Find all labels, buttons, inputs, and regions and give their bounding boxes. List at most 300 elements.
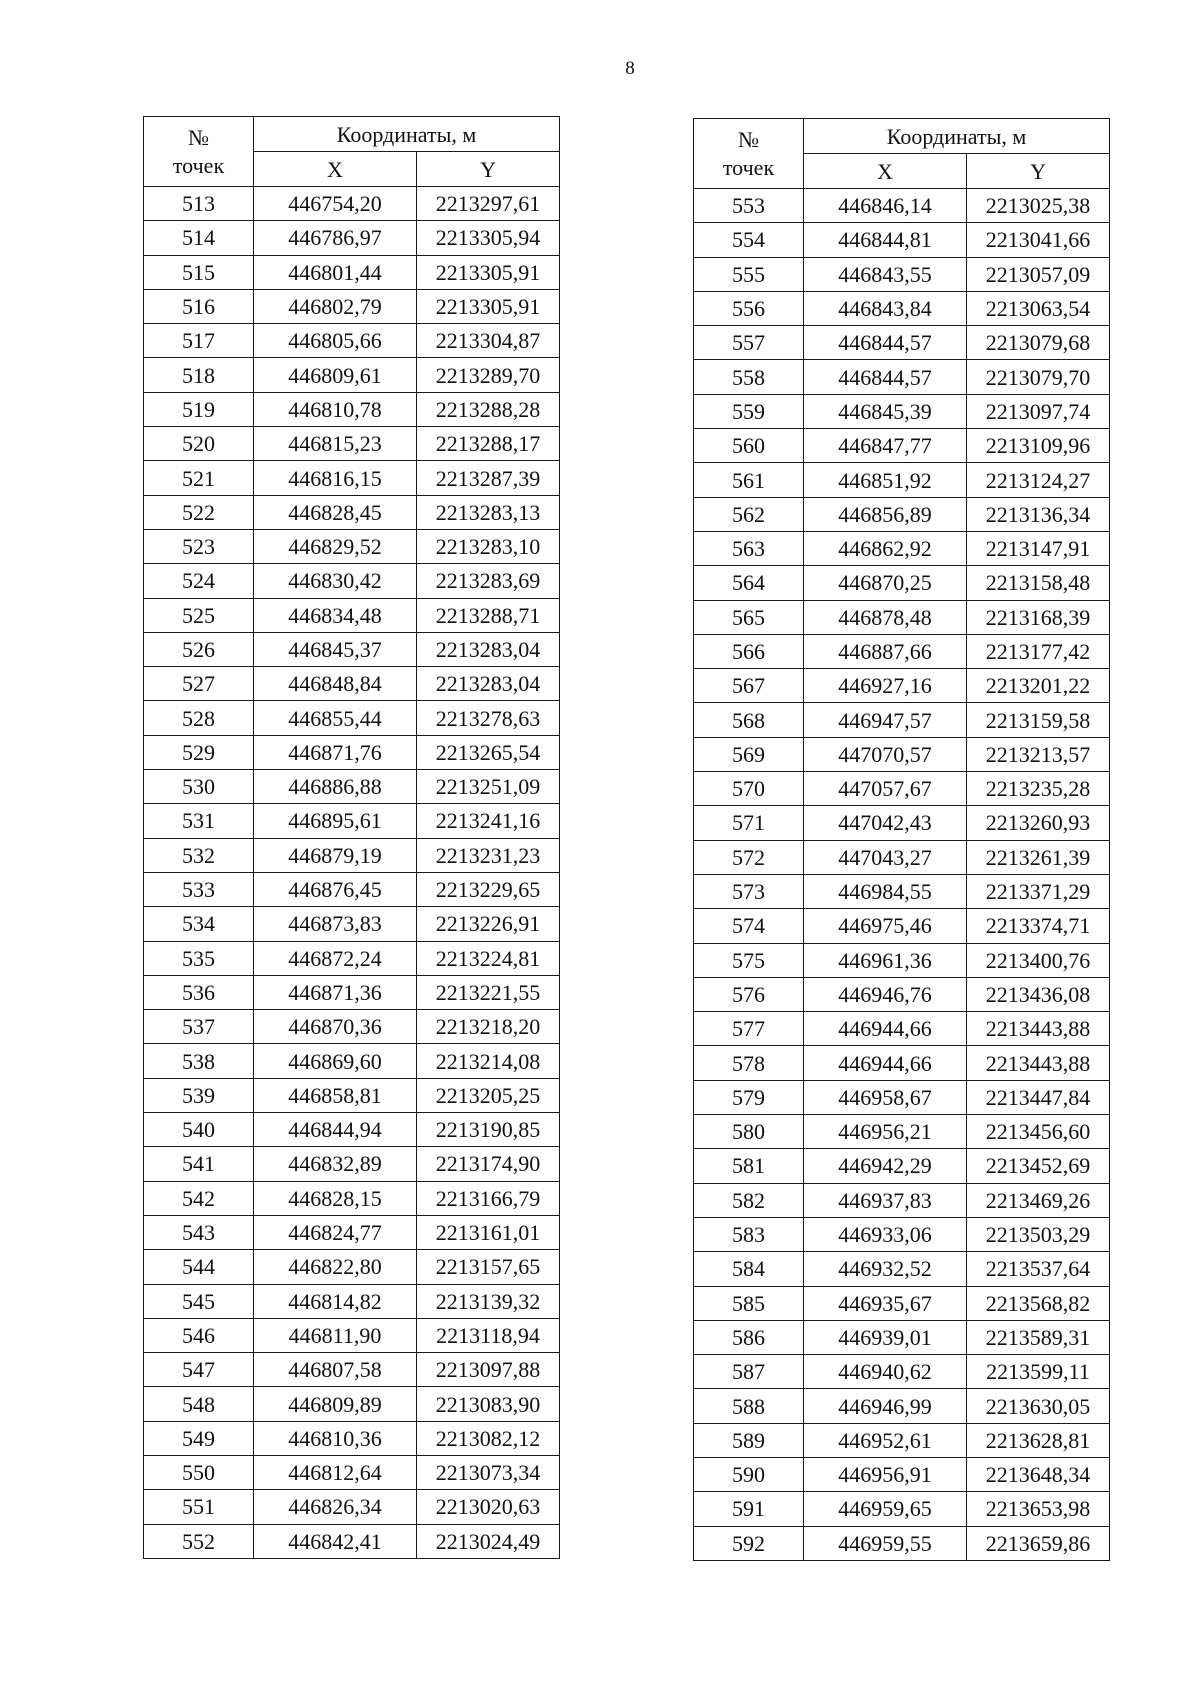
y-coordinate-cell: 2213159,58 [967,703,1110,737]
point-number-cell: 518 [144,358,254,392]
coordinates-header: Координаты, м [254,117,560,152]
point-number-cell: 546 [144,1318,254,1352]
x-coordinate-cell: 446958,67 [804,1080,967,1114]
y-coordinate-cell: 2213136,34 [967,497,1110,531]
y-coordinate-cell: 2213260,93 [967,806,1110,840]
table-row [694,497,1110,531]
table-row [144,667,560,701]
table-row [144,564,560,598]
y-coordinate-cell: 2213177,42 [967,634,1110,668]
table-row [144,461,560,495]
point-number-cell: 575 [694,943,804,977]
table-row [694,566,1110,600]
number-sign: № [188,124,209,150]
point-number-cell: 543 [144,1215,254,1249]
number-sign: № [738,126,759,152]
y-column-header: Y [967,154,1110,189]
table-row [694,1149,1110,1183]
table-row [144,941,560,975]
y-coordinate-cell: 2213079,70 [967,360,1110,394]
point-number-cell: 577 [694,1012,804,1046]
point-number-cell: 531 [144,804,254,838]
point-number-cell: 519 [144,392,254,426]
x-coordinate-cell: 446843,55 [804,257,967,291]
y-coordinate-cell: 2213041,66 [967,223,1110,257]
x-coordinate-cell: 446848,84 [254,667,417,701]
x-coordinate-cell: 446870,25 [804,566,967,600]
y-coordinate-cell: 2213168,39 [967,600,1110,634]
y-coordinate-cell: 2213278,63 [417,701,560,735]
y-coordinate-cell: 2213229,65 [417,872,560,906]
table-row [144,1455,560,1489]
y-coordinate-cell: 2213297,61 [417,187,560,221]
point-number-cell: 538 [144,1044,254,1078]
x-coordinate-cell: 446814,82 [254,1284,417,1318]
x-coordinate-cell: 446956,91 [804,1457,967,1491]
point-number-cell: 559 [694,394,804,428]
table-row [694,634,1110,668]
table-row [144,735,560,769]
x-coordinate-cell: 446933,06 [804,1217,967,1251]
point-number-cell: 570 [694,772,804,806]
table-row [694,1355,1110,1389]
table-row [694,394,1110,428]
table-row [694,600,1110,634]
table-row [694,531,1110,565]
y-coordinate-cell: 2213305,91 [417,289,560,323]
y-coordinate-cell: 2213283,04 [417,667,560,701]
y-coordinate-cell: 2213205,25 [417,1078,560,1112]
x-coordinate-cell: 446869,60 [254,1044,417,1078]
coordinates-table-right [693,118,1110,1561]
point-number-cell: 533 [144,872,254,906]
point-number-cell: 545 [144,1284,254,1318]
x-coordinate-cell: 447070,57 [804,737,967,771]
y-coordinate-cell: 2213283,10 [417,529,560,563]
x-coordinate-cell: 446886,88 [254,770,417,804]
point-number-cell: 588 [694,1389,804,1423]
x-coordinate-cell: 446855,44 [254,701,417,735]
table-row [144,1078,560,1112]
table-row [694,1286,1110,1320]
point-number-cell: 540 [144,1113,254,1147]
table-row [694,360,1110,394]
table-row [144,1181,560,1215]
y-coordinate-cell: 2213218,20 [417,1010,560,1044]
y-coordinate-cell: 2213166,79 [417,1181,560,1215]
y-coordinate-cell: 2213124,27 [967,463,1110,497]
y-coordinate-cell: 2213174,90 [417,1147,560,1181]
point-number-cell: 534 [144,907,254,941]
table-row [694,703,1110,737]
y-coordinate-cell: 2213224,81 [417,941,560,975]
y-coordinate-cell: 2213161,01 [417,1215,560,1249]
table-row [694,223,1110,257]
x-coordinate-cell: 446834,48 [254,598,417,632]
x-coordinate-cell: 446828,15 [254,1181,417,1215]
x-coordinate-cell: 446844,94 [254,1113,417,1147]
x-coordinate-cell: 446932,52 [804,1252,967,1286]
x-coordinate-cell: 446872,24 [254,941,417,975]
x-coordinate-cell: 446858,81 [254,1078,417,1112]
point-number-cell: 549 [144,1421,254,1455]
y-coordinate-cell: 2213288,17 [417,427,560,461]
x-coordinate-cell: 446947,57 [804,703,967,737]
y-coordinate-cell: 2213287,39 [417,461,560,495]
table-row [144,770,560,804]
x-coordinate-cell: 446975,46 [804,909,967,943]
x-coordinate-cell: 446844,57 [804,326,967,360]
x-coordinate-cell: 446846,14 [804,189,967,223]
point-number-cell: 526 [144,632,254,666]
point-number-cell: 522 [144,495,254,529]
point-number-cell: 576 [694,977,804,1011]
y-coordinate-cell: 2213109,96 [967,429,1110,463]
y-coordinate-cell: 2213097,88 [417,1353,560,1387]
y-coordinate-cell: 2213436,08 [967,977,1110,1011]
coordinates-header: Координаты, м [804,119,1110,154]
x-coordinate-cell: 446927,16 [804,669,967,703]
x-coordinate-cell: 446887,66 [804,634,967,668]
table-row [694,429,1110,463]
y-coordinate-cell: 2213241,16 [417,804,560,838]
y-coordinate-cell: 2213261,39 [967,840,1110,874]
x-coordinate-cell: 446876,45 [254,872,417,906]
point-number-cell: 521 [144,461,254,495]
table-row [694,943,1110,977]
table-row [694,874,1110,908]
table-row [144,804,560,838]
table-row [694,189,1110,223]
point-number-cell: 535 [144,941,254,975]
point-number-cell: 578 [694,1046,804,1080]
point-number-cell: 572 [694,840,804,874]
x-coordinate-cell: 446809,61 [254,358,417,392]
y-coordinate-cell: 2213082,12 [417,1421,560,1455]
x-coordinate-cell: 447057,67 [804,772,967,806]
x-coordinate-cell: 446952,61 [804,1423,967,1457]
y-coordinate-cell: 2213305,91 [417,255,560,289]
point-number-cell: 558 [694,360,804,394]
y-coordinate-cell: 2213447,84 [967,1080,1110,1114]
x-coordinate-cell: 447043,27 [804,840,967,874]
table-row [144,975,560,1009]
point-number-cell: 544 [144,1250,254,1284]
y-coordinate-cell: 2213599,11 [967,1355,1110,1389]
point-number-cell: 584 [694,1252,804,1286]
x-coordinate-cell: 446828,45 [254,495,417,529]
y-coordinate-cell: 2213118,94 [417,1318,560,1352]
table-row [694,1389,1110,1423]
table-row [694,1492,1110,1526]
y-coordinate-cell: 2213443,88 [967,1046,1110,1080]
table-row [144,632,560,666]
y-coordinate-cell: 2213659,86 [967,1526,1110,1560]
point-number-cell: 523 [144,529,254,563]
point-number-cell: 591 [694,1492,804,1526]
table-row [694,463,1110,497]
y-coordinate-cell: 2213251,09 [417,770,560,804]
table-row [694,1526,1110,1560]
y-coordinate-cell: 2213374,71 [967,909,1110,943]
point-number-cell: 532 [144,838,254,872]
table-row [144,187,560,221]
table-row [144,872,560,906]
x-coordinate-cell: 446944,66 [804,1012,967,1046]
x-coordinate-cell: 446829,52 [254,529,417,563]
point-number-cell: 581 [694,1149,804,1183]
x-coordinate-cell: 446984,55 [804,874,967,908]
y-coordinate-cell: 2213589,31 [967,1320,1110,1354]
table-row [694,1115,1110,1149]
x-coordinate-cell: 446826,34 [254,1490,417,1524]
table-row [144,1147,560,1181]
point-number-cell: 562 [694,497,804,531]
table-row [694,1183,1110,1217]
x-coordinate-cell: 446847,77 [804,429,967,463]
point-number-cell: 528 [144,701,254,735]
table-row [694,840,1110,874]
x-column-header: X [804,154,967,189]
point-number-cell: 590 [694,1457,804,1491]
table-row [144,1421,560,1455]
x-coordinate-cell: 446961,36 [804,943,967,977]
x-coordinate-cell: 446856,89 [804,497,967,531]
table-row [694,1320,1110,1354]
x-coordinate-cell: 446939,01 [804,1320,967,1354]
table-row [694,1252,1110,1286]
point-number-cell: 527 [144,667,254,701]
table-row [144,1113,560,1147]
x-coordinate-cell: 446959,65 [804,1492,967,1526]
table-row [144,324,560,358]
table-row [694,1046,1110,1080]
y-coordinate-cell: 2213201,22 [967,669,1110,703]
page-number: 8 [625,58,635,79]
point-number-cell: 573 [694,874,804,908]
point-number-cell: 569 [694,737,804,771]
y-coordinate-cell: 2213079,68 [967,326,1110,360]
point-number-cell: 566 [694,634,804,668]
y-coordinate-cell: 2213456,60 [967,1115,1110,1149]
point-number-cell: 554 [694,223,804,257]
y-coordinate-cell: 2213020,63 [417,1490,560,1524]
x-coordinate-cell: 446851,92 [804,463,967,497]
y-coordinate-cell: 2213057,09 [967,257,1110,291]
point-number-cell: 524 [144,564,254,598]
y-coordinate-cell: 2213214,08 [417,1044,560,1078]
point-number-cell: 582 [694,1183,804,1217]
x-coordinate-cell: 446802,79 [254,289,417,323]
x-coordinate-cell: 446832,89 [254,1147,417,1181]
x-coordinate-cell: 446812,64 [254,1455,417,1489]
y-coordinate-cell: 2213503,29 [967,1217,1110,1251]
y-coordinate-cell: 2213226,91 [417,907,560,941]
y-coordinate-cell: 2213157,65 [417,1250,560,1284]
point-number-cell: 525 [144,598,254,632]
y-coordinate-cell: 2213139,32 [417,1284,560,1318]
x-coordinate-cell: 446811,90 [254,1318,417,1352]
point-number-cell: 550 [144,1455,254,1489]
table-row [694,1217,1110,1251]
table-row [694,737,1110,771]
point-number-cell: 539 [144,1078,254,1112]
point-number-cell: 516 [144,289,254,323]
point-number-cell: 536 [144,975,254,1009]
y-coordinate-cell: 2213304,87 [417,324,560,358]
y-coordinate-cell: 2213288,28 [417,392,560,426]
y-coordinate-cell: 2213568,82 [967,1286,1110,1320]
table-row [144,392,560,426]
point-number-cell: 564 [694,566,804,600]
x-coordinate-cell: 446940,62 [804,1355,967,1389]
table-row [144,1250,560,1284]
y-coordinate-cell: 2213452,69 [967,1149,1110,1183]
y-coordinate-cell: 2213265,54 [417,735,560,769]
point-number-cell: 517 [144,324,254,358]
point-number-cell: 567 [694,669,804,703]
point-number-cell: 592 [694,1526,804,1560]
y-coordinate-cell: 2213648,34 [967,1457,1110,1491]
y-coordinate-cell: 2213190,85 [417,1113,560,1147]
x-coordinate-cell: 446822,80 [254,1250,417,1284]
point-number-cell: 556 [694,291,804,325]
coordinates-table-left [143,116,560,1559]
table-row [144,495,560,529]
table-row [144,838,560,872]
y-coordinate-cell: 2213083,90 [417,1387,560,1421]
point-number-cell: 513 [144,187,254,221]
y-coordinate-cell: 2213400,76 [967,943,1110,977]
table-row [694,291,1110,325]
table-row [144,1044,560,1078]
x-coordinate-cell: 446862,92 [804,531,967,565]
x-coordinate-cell: 446870,36 [254,1010,417,1044]
point-number-cell: 579 [694,1080,804,1114]
table-row [144,1490,560,1524]
x-coordinate-cell: 446815,23 [254,427,417,461]
y-coordinate-cell: 2213147,91 [967,531,1110,565]
table-row [144,1284,560,1318]
point-number-header [694,119,804,189]
point-number-cell: 568 [694,703,804,737]
table-row [694,326,1110,360]
y-coordinate-cell: 2213024,49 [417,1524,560,1558]
y-coordinate-cell: 2213221,55 [417,975,560,1009]
point-number-cell: 537 [144,1010,254,1044]
x-coordinate-cell: 446871,36 [254,975,417,1009]
y-coordinate-cell: 2213231,23 [417,838,560,872]
y-coordinate-cell: 2213063,54 [967,291,1110,325]
table-row [144,289,560,323]
point-number-header [144,117,254,187]
y-coordinate-cell: 2213305,94 [417,221,560,255]
x-coordinate-cell: 446844,57 [804,360,967,394]
table-row [144,358,560,392]
point-number-cell: 542 [144,1181,254,1215]
x-coordinate-cell: 446842,41 [254,1524,417,1558]
table-row [694,909,1110,943]
table-row [144,1215,560,1249]
y-coordinate-cell: 2213288,71 [417,598,560,632]
y-coordinate-cell: 2213097,74 [967,394,1110,428]
table-row [694,1080,1110,1114]
x-coordinate-cell: 446873,83 [254,907,417,941]
x-coordinate-cell: 446937,83 [804,1183,967,1217]
y-coordinate-cell: 2213289,70 [417,358,560,392]
point-number-cell: 520 [144,427,254,461]
y-coordinate-cell: 2213283,04 [417,632,560,666]
table-row [144,1010,560,1044]
point-number-cell: 541 [144,1147,254,1181]
point-number-cell: 571 [694,806,804,840]
table-row [694,1012,1110,1046]
point-number-cell: 530 [144,770,254,804]
point-number-cell: 563 [694,531,804,565]
x-coordinate-cell: 446942,29 [804,1149,967,1183]
point-number-cell: 561 [694,463,804,497]
table-row [144,255,560,289]
point-number-cell: 548 [144,1387,254,1421]
point-number-cell: 589 [694,1423,804,1457]
x-column-header: X [254,152,417,187]
table-row [694,257,1110,291]
x-coordinate-cell: 446754,20 [254,187,417,221]
x-coordinate-cell: 446845,39 [804,394,967,428]
table-row [694,1457,1110,1491]
point-number-cell: 547 [144,1353,254,1387]
point-number-cell: 560 [694,429,804,463]
y-coordinate-cell: 2213371,29 [967,874,1110,908]
table-row [694,772,1110,806]
y-coordinate-cell: 2213443,88 [967,1012,1110,1046]
y-coordinate-cell: 2213213,57 [967,737,1110,771]
x-coordinate-cell: 446843,84 [804,291,967,325]
y-coordinate-cell: 2213537,64 [967,1252,1110,1286]
point-number-cell: 565 [694,600,804,634]
point-number-cell: 583 [694,1217,804,1251]
x-coordinate-cell: 446871,76 [254,735,417,769]
y-coordinate-cell: 2213628,81 [967,1423,1110,1457]
table-row [144,427,560,461]
x-coordinate-cell: 446946,76 [804,977,967,1011]
x-coordinate-cell: 446959,55 [804,1526,967,1560]
points-label: точек [722,154,775,180]
point-number-cell: 557 [694,326,804,360]
y-coordinate-cell: 2213283,13 [417,495,560,529]
x-coordinate-cell: 446816,15 [254,461,417,495]
point-number-cell: 553 [694,189,804,223]
y-coordinate-cell: 2213158,48 [967,566,1110,600]
point-number-cell: 587 [694,1355,804,1389]
table-row [144,529,560,563]
table-row [694,1423,1110,1457]
point-number-cell: 580 [694,1115,804,1149]
x-coordinate-cell: 446805,66 [254,324,417,358]
x-coordinate-cell: 446786,97 [254,221,417,255]
x-coordinate-cell: 446807,58 [254,1353,417,1387]
points-label: точек [172,152,225,178]
y-coordinate-cell: 2213235,28 [967,772,1110,806]
table-row [694,806,1110,840]
point-number-cell: 552 [144,1524,254,1558]
point-number-cell: 551 [144,1490,254,1524]
y-coordinate-cell: 2213469,26 [967,1183,1110,1217]
y-coordinate-cell: 2213653,98 [967,1492,1110,1526]
x-coordinate-cell: 446809,89 [254,1387,417,1421]
point-number-cell: 574 [694,909,804,943]
table-row [144,221,560,255]
